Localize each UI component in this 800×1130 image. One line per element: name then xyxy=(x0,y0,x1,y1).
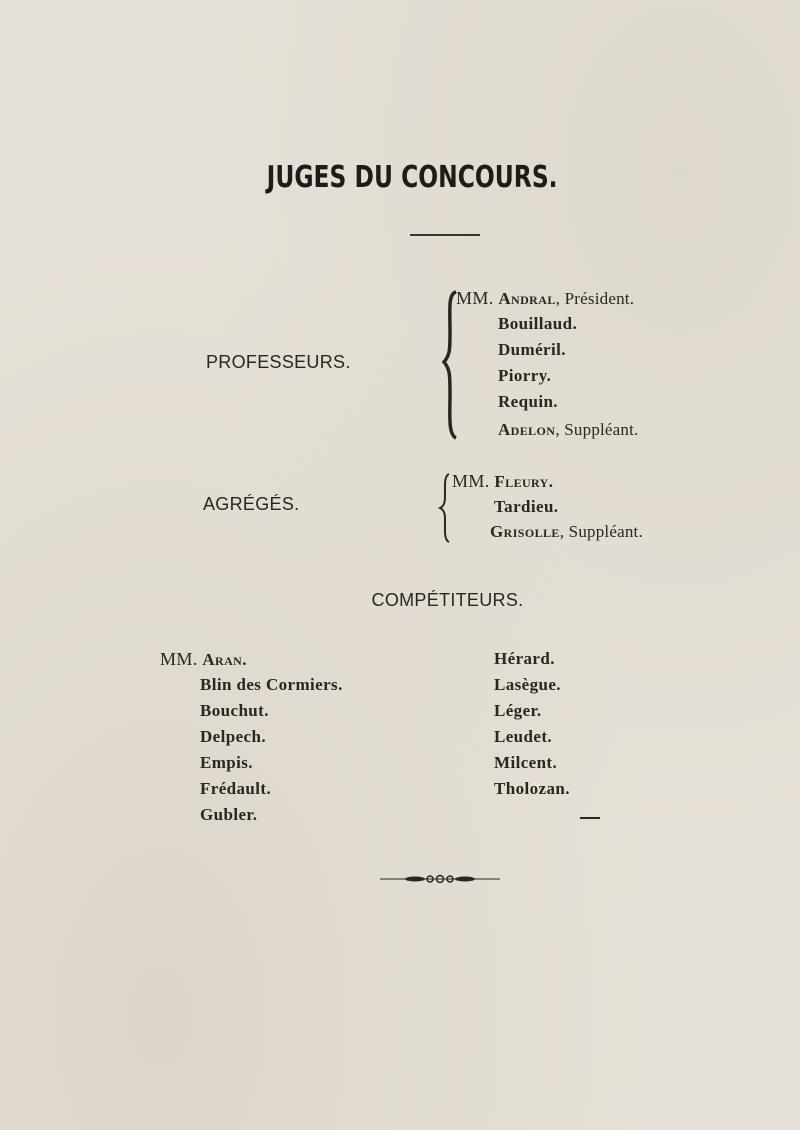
competiteur-name: Leudet. xyxy=(494,727,553,746)
competiteur-name: Hérard. xyxy=(494,649,555,668)
competiteur-name: Frédault. xyxy=(200,779,272,798)
competiteur-row xyxy=(160,649,247,670)
agreges-brace-icon xyxy=(438,472,452,544)
agrege-row xyxy=(490,522,643,542)
flourish-ornament-icon xyxy=(380,872,500,886)
agreges-label: AGRÉGÉS. xyxy=(203,494,300,514)
agrege-row xyxy=(452,471,553,492)
competiteur-name: Blin des Cormiers. xyxy=(200,675,343,694)
professeur-row xyxy=(456,288,634,309)
agrege-role: , Suppléant. xyxy=(559,522,643,541)
list-end-dash xyxy=(580,817,600,819)
professeur-name: Duméril. xyxy=(498,340,566,359)
professeur-name: Requin. xyxy=(498,392,558,411)
competiteur-name: Bouchut. xyxy=(200,701,269,720)
professeur-name: Bouillaud. xyxy=(498,314,578,333)
competiteurs-label: COMPÉTITEURS. xyxy=(371,590,524,610)
professeurs-label: PROFESSEURS. xyxy=(206,352,351,372)
competiteurs-prefix: MM. xyxy=(160,649,198,669)
agrege-name: Fleury. xyxy=(494,472,554,491)
professeurs-brace-icon xyxy=(440,290,460,440)
competiteur-name: Léger. xyxy=(494,701,542,720)
professeur-name: Piorry. xyxy=(498,366,552,385)
professeur-role: , Président. xyxy=(555,289,635,308)
competiteur-name: Empis. xyxy=(200,753,253,772)
competiteur-name: Milcent. xyxy=(494,753,558,772)
competiteur-name: Aran. xyxy=(202,650,247,669)
professeur-name: Andral xyxy=(498,289,556,308)
competiteur-name: Tholozan. xyxy=(494,779,570,798)
agrege-name: Tardieu. xyxy=(494,497,559,516)
professeur-role: , Suppléant. xyxy=(555,420,639,439)
professeur-row xyxy=(498,420,639,440)
competiteur-name: Lasègue. xyxy=(494,675,561,694)
page-title: JUGES DU CONCOURS. xyxy=(266,160,558,195)
agrege-name: Grisolle xyxy=(490,522,560,541)
agreges-prefix: MM. xyxy=(452,471,490,491)
title-rule xyxy=(410,234,480,236)
professeurs-prefix: MM. xyxy=(456,288,494,308)
professeur-name: Adelon xyxy=(498,420,556,439)
competiteur-name: Delpech. xyxy=(200,727,266,746)
competiteur-name: Gubler. xyxy=(200,805,258,824)
